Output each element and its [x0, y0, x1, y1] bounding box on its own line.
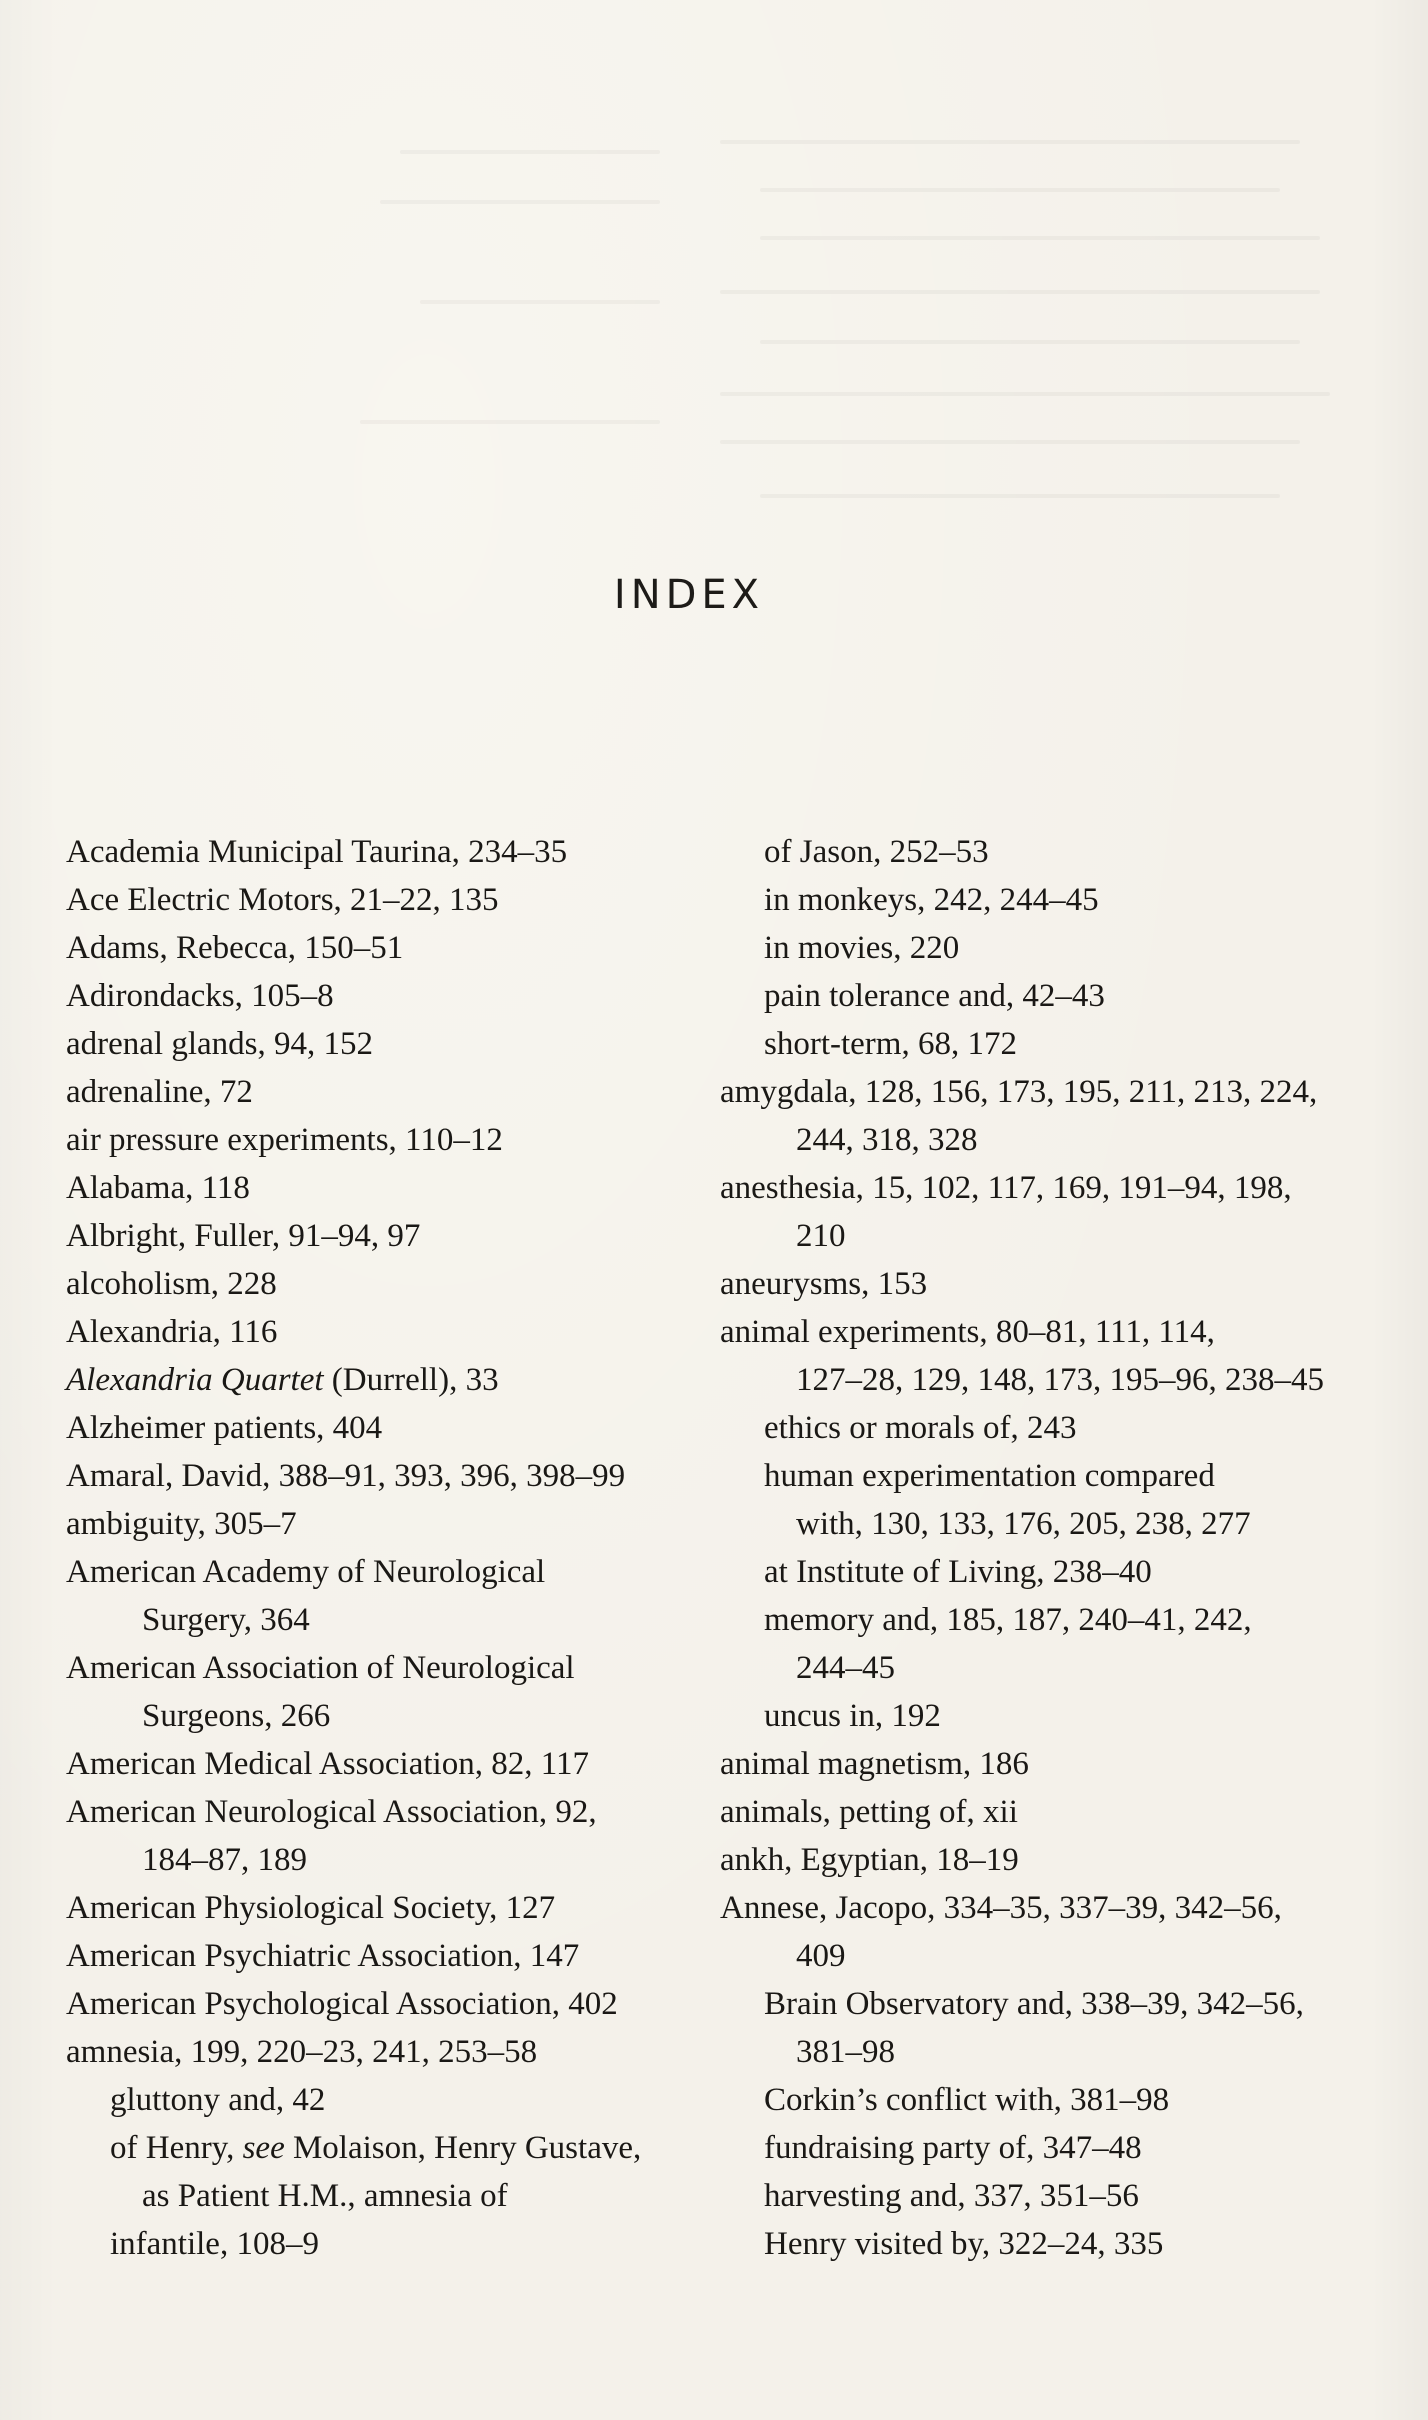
index-subentry: of Jason, 252–53 — [764, 834, 989, 870]
index-subentry: short-term, 68, 172 — [764, 1026, 1017, 1062]
index-subentry: Brain Observatory and, 338–39, 342–56, — [764, 1986, 1304, 2022]
index-entry-continuation: 184–87, 189 — [142, 1842, 307, 1878]
index-entry-rest: (Durrell), 33 — [323, 1362, 499, 1398]
index-subentry: uncus in, 192 — [764, 1698, 941, 1734]
index-entry: Alzheimer patients, 404 — [66, 1410, 383, 1446]
index-subentry: human experimentation compared — [764, 1458, 1215, 1494]
index-entry: American Psychological Association, 402 — [66, 1986, 618, 2022]
index-entry: animal experiments, 80–81, 111, 114, — [720, 1314, 1215, 1350]
index-entry: Adams, Rebecca, 150–51 — [66, 930, 404, 966]
index-subentry: Henry visited by, 322–24, 335 — [764, 2226, 1164, 2262]
index-entry: animals, petting of, xii — [720, 1794, 1018, 1830]
index-column-left — [66, 828, 686, 2268]
index-entry: Amaral, David, 388–91, 393, 396, 398–99 — [66, 1458, 626, 1494]
index-entry: American Medical Association, 82, 117 — [66, 1746, 589, 1782]
index-entry: Annese, Jacopo, 334–35, 337–39, 342–56, — [720, 1890, 1282, 1926]
index-subentry — [66, 2124, 686, 2172]
index-entry: American Neurological Association, 92, — [66, 1794, 597, 1830]
index-subentry-continuation: 244–45 — [796, 1650, 895, 1686]
index-subentry: ethics or morals of, 243 — [764, 1410, 1077, 1446]
index-entry: Albright, Fuller, 91–94, 97 — [66, 1218, 421, 1254]
index-entry-continuation: Surgery, 364 — [142, 1602, 310, 1638]
index-entry-italic: see — [242, 2130, 285, 2166]
index-subentry-continuation: as Patient H.M., amnesia of — [142, 2178, 508, 2214]
index-entry: animal magnetism, 186 — [720, 1746, 1029, 1782]
index-entry: ambiguity, 305–7 — [66, 1506, 297, 1542]
index-entry-italic: Alexandria Quartet — [66, 1362, 324, 1398]
index-entry: air pressure experiments, 110–12 — [66, 1122, 503, 1158]
index-entry: aneurysms, 153 — [720, 1266, 928, 1302]
index-entry: alcoholism, 228 — [66, 1266, 277, 1302]
index-entry: adrenal glands, 94, 152 — [66, 1026, 374, 1062]
index-entry-continuation: Surgeons, 266 — [142, 1698, 331, 1734]
index-subentry: at Institute of Living, 238–40 — [764, 1554, 1152, 1590]
index-subentry: Corkin’s conflict with, 381–98 — [764, 2082, 1170, 2118]
index-subentry: infantile, 108–9 — [110, 2226, 319, 2262]
index-entry-before: of Henry, — [110, 2130, 243, 2166]
index-entry: adrenaline, 72 — [66, 1074, 253, 1110]
index-entry-continuation: 210 — [796, 1218, 846, 1254]
index-subentry-continuation: with, 130, 133, 176, 205, 238, 277 — [796, 1506, 1251, 1542]
index-entry-rest: Molaison, Henry Gustave, — [284, 2130, 642, 2166]
index-entry-continuation: 409 — [796, 1938, 846, 1974]
index-subentry-continuation: 381–98 — [796, 2034, 895, 2070]
index-entry: Adirondacks, 105–8 — [66, 978, 334, 1014]
index-subentry: fundraising party of, 347–48 — [764, 2130, 1142, 2166]
index-column-right — [720, 828, 1360, 2268]
index-subentry: harvesting and, 337, 351–56 — [764, 2178, 1139, 2214]
index-subentry: pain tolerance and, 42–43 — [764, 978, 1105, 1014]
index-entry: Alabama, 118 — [66, 1170, 250, 1206]
index-subentry: in monkeys, 242, 244–45 — [764, 882, 1099, 918]
index-entry: American Physiological Society, 127 — [66, 1890, 556, 1926]
index-entry-continuation: 244, 318, 328 — [796, 1122, 978, 1158]
index-subentry: gluttony and, 42 — [110, 2082, 326, 2118]
index-entry: American Association of Neurological — [66, 1650, 575, 1686]
index-entry-continuation: 127–28, 129, 148, 173, 195–96, 238–45 — [796, 1362, 1324, 1398]
index-entry: Academia Municipal Taurina, 234–35 — [66, 834, 568, 870]
index-subentry: in movies, 220 — [764, 930, 960, 966]
index-subentry: memory and, 185, 187, 240–41, 242, — [764, 1602, 1252, 1638]
index-entry: American Psychiatric Association, 147 — [66, 1938, 580, 1974]
index-entry: Alexandria, 116 — [66, 1314, 278, 1350]
index-entry — [66, 1356, 686, 1404]
index-entry: American Academy of Neurological — [66, 1554, 546, 1590]
index-entry: amnesia, 199, 220–23, 241, 253–58 — [66, 2034, 538, 2070]
index-entry: amygdala, 128, 156, 173, 195, 211, 213, 224, — [720, 1074, 1318, 1110]
index-entry: ankh, Egyptian, 18–19 — [720, 1842, 1019, 1878]
index-title: INDEX — [613, 572, 765, 618]
index-entry: anesthesia, 15, 102, 117, 169, 191–94, 198, — [720, 1170, 1292, 1206]
index-entry: Ace Electric Motors, 21–22, 135 — [66, 882, 499, 918]
